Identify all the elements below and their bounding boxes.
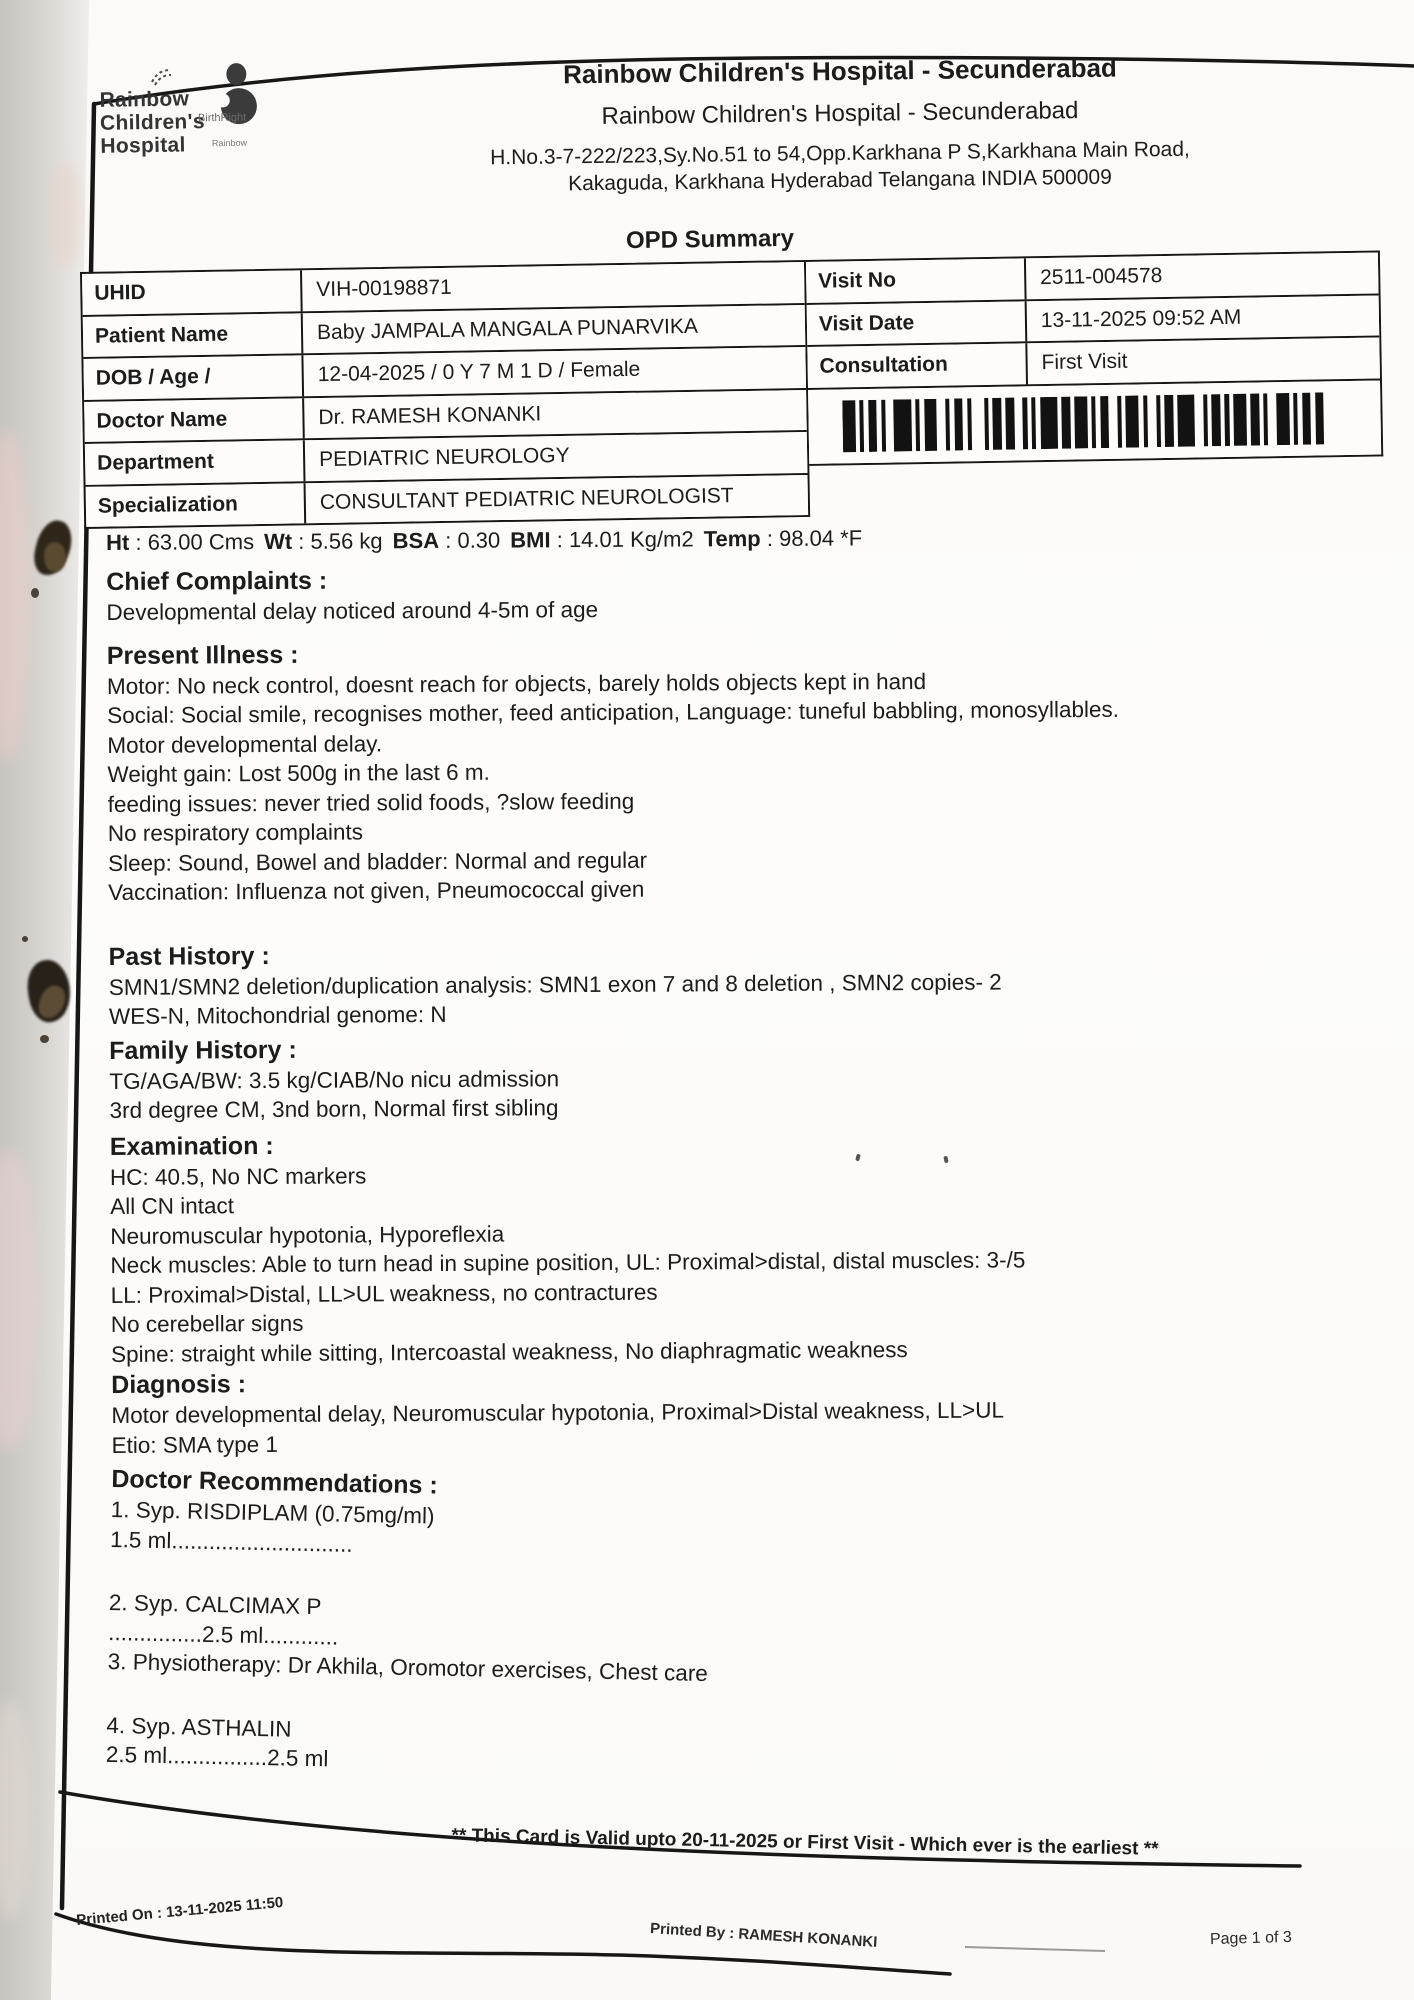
- section-exam: [110, 1123, 1351, 1369]
- table-value-cell: VIH-00198871: [316, 276, 452, 302]
- section-line: 1. Syp. RISDIPLAM (0.75mg/ml): [110, 1496, 435, 1529]
- section-past: [109, 933, 1350, 1032]
- vital-ht: Ht : 63.00 Cms: [106, 529, 255, 555]
- table-label-cell: Patient Name: [83, 313, 304, 357]
- section-chief: [106, 558, 1346, 627]
- section-line: feeding issues: never tried solid foods, ?slow feeding: [107, 788, 635, 817]
- scan-stain: [22, 936, 28, 942]
- table-label-cell: UHID: [82, 270, 303, 314]
- hospital-logo-text: [99, 87, 205, 158]
- section-line: Neck muscles: Able to turn head in supine position, UL: Proximal>distal, distal muscles: 3-/5: [110, 1247, 1026, 1278]
- table-value-cell: Dr. RAMESH KONANKI: [318, 402, 542, 429]
- section-heading-exam: Examination :: [109, 1131, 274, 1161]
- page-number: Page 1 of 3: [1209, 1928, 1293, 1949]
- logo-line: Hospital: [100, 133, 186, 158]
- section-line: No respiratory complaints: [107, 819, 364, 846]
- birthright-label: BirthRight: [197, 111, 247, 125]
- vital-bsa: BSA : 0.30: [392, 527, 501, 554]
- section-line: HC: 40.5, No NC markers: [109, 1162, 367, 1190]
- table-value-cell: 2511-004578: [1039, 264, 1163, 290]
- section-line: TG/AGA/BW: 3.5 kg/CIAB/No nicu admission: [109, 1065, 560, 1094]
- patient-table-right: [806, 250, 1383, 465]
- hospital-subtitle: Rainbow Children's Hospital - Secunderabad: [601, 97, 1079, 130]
- table-value-cell: 13-11-2025 09:52 AM: [1040, 305, 1242, 332]
- logo-line: Children's: [99, 110, 206, 135]
- section-family: [109, 1027, 1350, 1126]
- section-line: Neuromuscular hypotonia, Hyporeflexia: [110, 1221, 505, 1249]
- section-line: 2.5 ml................2.5 ml: [105, 1741, 329, 1772]
- birthright-sublabel: Rainbow: [211, 137, 248, 149]
- hospital-address-line1: H.No.3-7-222/223,Sy.No.51 to 54,Opp.Karkhana P S,Karkhana Main Road,: [490, 137, 1190, 170]
- section-line: Motor: No neck control, doesnt reach for objects, barely holds objects kept in hand: [106, 668, 927, 699]
- scan-stain: [31, 588, 39, 598]
- section-line: Weight gain: Lost 500g in the last 6 m.: [107, 759, 490, 787]
- section-present: [107, 632, 1349, 908]
- patient-table-left: [80, 260, 810, 529]
- table-value-cell: First Visit: [1041, 349, 1128, 375]
- section-line: 1.5 ml.............................: [109, 1526, 353, 1557]
- section-heading-recommendations: Doctor Recommendations :: [111, 1464, 439, 1500]
- section-line: Social: Social smile, recognises mother, feed anticipation, Language: tuneful babbling, monosyllables.: [107, 696, 1120, 728]
- printed-by-label: Printed By : RAMESH KONANKI: [649, 1920, 878, 1951]
- section-heading-chief: Chief Complaints :: [106, 566, 328, 596]
- section-line: Motor developmental delay, Neuromuscular hypotonia, Proximal>Distal weakness, LL>UL: [111, 1397, 1005, 1428]
- barcode-row: [808, 380, 1381, 463]
- vitals-line: [106, 520, 1346, 558]
- section-line: ...............2.5 ml............: [108, 1619, 339, 1650]
- vital-bmi: BMI : 14.01 Kg/m2: [510, 526, 694, 553]
- hospital-address-line2: Kakaguda, Karkhana Hyderabad Telangana INDIA 500009: [568, 165, 1112, 196]
- barcode-icon: [842, 391, 1355, 451]
- scan-smudge: [48, 160, 82, 270]
- section-line: Vaccination: Influenza not given, Pneumococcal given: [108, 876, 645, 905]
- section-line: Spine: straight while sitting, Intercoastal weakness, No diaphragmatic weakness: [110, 1336, 908, 1367]
- table-label-cell: Visit Date: [807, 301, 1028, 345]
- clinical-content: [105, 520, 1354, 1772]
- table-label-cell: Visit No: [806, 258, 1027, 302]
- section-heading-past: Past History :: [108, 941, 270, 971]
- vital-temp: Temp : 98.04 *F: [703, 525, 863, 552]
- section-line: No cerebellar signs: [110, 1310, 304, 1337]
- vital-wt: Wt : 5.56 kg: [263, 528, 383, 555]
- section-diagnosis: [111, 1361, 1352, 1460]
- card-validity-note: ** This Card is Valid upto 20-11-2025 or First Visit - Which ever is the earliest **: [451, 1825, 1159, 1860]
- section-line: 3rd degree CM, 3nd born, Normal first sibling: [109, 1095, 559, 1123]
- rainbow-scribble-icon: [148, 62, 174, 88]
- patient-info-table: [80, 250, 1384, 529]
- table-label-cell: DOB / Age /: [83, 355, 304, 399]
- section-line: Motor developmental delay.: [107, 730, 383, 758]
- document-title: OPD Summary: [625, 224, 795, 255]
- printed-on-label: Printed On : 13-11-2025 11:50: [75, 1893, 284, 1930]
- section-line: WES-N, Mitochondrial genome: N: [108, 1001, 447, 1029]
- table-value-cell: CONSULTANT PEDIATRIC NEUROLOGIST: [319, 483, 734, 514]
- table-value-cell: Baby JAMPALA MANGALA PUNARVIKA: [316, 314, 699, 344]
- section-line: SMN1/SMN2 deletion/duplication analysis: SMN1 exon 7 and 8 deletion , SMN2 copies- 2: [108, 969, 1002, 1000]
- section-heading-diagnosis: Diagnosis :: [111, 1370, 247, 1399]
- section-line: Etio: SMA type 1: [111, 1431, 279, 1458]
- section-heading-family: Family History :: [109, 1035, 297, 1065]
- table-label-cell: Doctor Name: [84, 398, 305, 442]
- section-line: 3. Physiotherapy: Dr Akhila, Oromotor exercises, Chest care: [107, 1648, 709, 1686]
- hospital-title: Rainbow Children's Hospital - Secunderabad: [562, 52, 1118, 90]
- section-line: Developmental delay noticed around 4-5m of age: [106, 596, 599, 625]
- section-line: Sleep: Sound, Bowel and bladder: Normal and regular: [107, 847, 648, 876]
- logo-line: Rainbow: [99, 87, 190, 112]
- section-heading-present: Present Illness :: [106, 640, 299, 670]
- table-label-cell: Department: [85, 440, 306, 484]
- table-label-cell: Consultation: [807, 343, 1028, 387]
- table-value-cell: 12-04-2025 / 0 Y 7 M 1 D / Female: [317, 357, 641, 387]
- scan-stain: [40, 1035, 49, 1043]
- section-line: 2. Syp. CALCIMAX P: [108, 1589, 322, 1620]
- table-label-cell: Specialization: [86, 483, 307, 527]
- section-recommendations: [106, 1463, 1352, 1794]
- section-line: 4. Syp. ASTHALIN: [106, 1712, 292, 1742]
- section-line: LL: Proximal>Distal, LL>UL weakness, no contractures: [110, 1279, 658, 1308]
- table-value-cell: PEDIATRIC NEUROLOGY: [318, 444, 570, 472]
- section-line: All CN intact: [110, 1193, 235, 1219]
